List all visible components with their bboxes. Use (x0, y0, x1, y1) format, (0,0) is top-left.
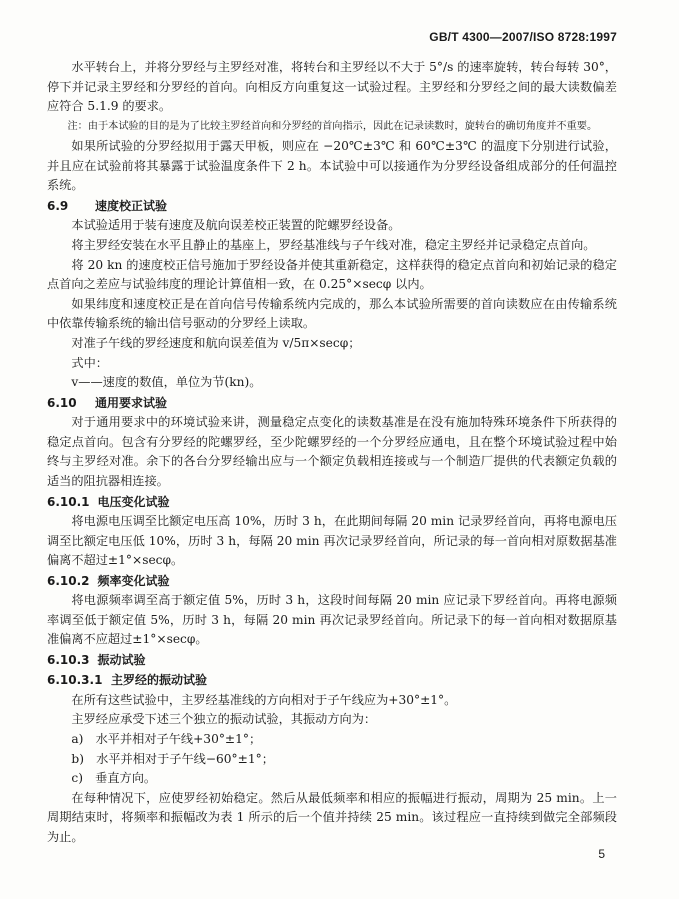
page-number: 5 (598, 847, 605, 861)
paragraph: 水平转台上，并将分罗经与主罗经对准，将转台和主罗经以不大于 5°/s 的速率旋转，转台每转 30°，停下并记录主罗经和分罗经的首向。向相反方向重复这一试验过程。主罗经和分罗经之间的最大读数偏差应符合 5.1.9 的要求。 (47, 60, 617, 114)
paragraph: 如果纬度和速度校正是在首向信号传输系统内完成的，那么本试验所需要的首向读数应在由传输系统中依靠传输系统的输出信号驱动的分罗经上读取。 (47, 296, 617, 331)
section-number: 6.10.1 (47, 494, 90, 509)
paragraph: 对准子午线的罗经速度和航向误差值为 v/5π×secφ； (71, 336, 361, 351)
note-text: 注：由于本试验的目的是为了比较主罗经首向和分罗经的首向指示，因此在记录读数时，旋转台的确切角度并不重要。 (67, 120, 598, 132)
section-title: 主罗经的振动试验 (111, 673, 208, 688)
list-item: b) 水平并相对于子午线−60°±1°； (71, 751, 274, 766)
section-number: 6.10 (47, 395, 77, 410)
paragraph: 如果所试验的分罗经拟用于露天甲板，则应在 −20℃±3℃ 和 60℃±3℃ 的温度下分别进行试验，并且应在试验前将其暴露于试验温度条件下 2 h。本试验中可以接通作为分罗经设备组成部分的任何温控系统。 (47, 139, 617, 193)
paragraph: 将主罗经安装在水平且静止的基座上，罗经基准线与子午线对准，稳定主罗经并记录稳定点首向。 (71, 238, 596, 253)
section-title: 振动试验 (97, 652, 146, 667)
section-number: 6.10.2 (47, 573, 90, 588)
section-title: 通用要求试验 (95, 395, 168, 410)
paragraph: 本试验适用于装有速度及航向误差校正装置的陀螺罗经设备。 (71, 218, 401, 233)
section-number: 6.10.3.1 (47, 673, 103, 688)
section-heading-6-10-2 (47, 571, 617, 591)
section-number: 6.10.3 (47, 652, 90, 667)
note (47, 119, 617, 135)
section-heading-6-10-3-1 (47, 670, 617, 690)
paragraph: 对于通用要求中的环境试验来讲，测量稳定点变化的读数基准是在没有施加特殊环境条件下所获得的稳定点首向。包含有分罗经的陀螺罗经，至少陀螺罗经的一个分罗经应通电，且在整个环境试验过程中始终与主罗经对准。余下的各台分罗经输出应与一个额定负载相连接或与一个制造厂提供的代表额定负载的适当的阻抗器相连接。 (47, 415, 617, 488)
paragraph: 将电源电压调至比额定电压高 10%，历时 3 h，在此期间每隔 20 min 记录罗经首向，再将电源电压调至比额定电压低 10%，历时 3 h，每隔 20 min 再次记录罗经首向，所记录的每一首向相对原数据基准偏离不超过±1°×secφ。 (47, 514, 617, 568)
paragraph: 在每种情况下，应使罗经初始稳定。然后从最低频率和相应的振幅进行振动，周期为 25 min。上一周期结束时，将频率和振幅改为表 1 所示的后一个值并持续 25 min。该过程应一直持续到做完全部频段为止。 (47, 790, 617, 844)
document-body (47, 58, 617, 848)
paragraph: 在所有这些试验中，主罗经基准线的方向相对于子午线应为+30°±1°。 (71, 692, 457, 707)
standard-code-header: GB/T 4300—2007/ISO 8728:1997 (429, 30, 617, 44)
section-heading-6-10-3 (47, 650, 617, 670)
section-title: 速度校正试验 (95, 199, 168, 214)
section-title: 电压变化试验 (97, 494, 170, 509)
section-heading-6-10-1 (47, 492, 617, 512)
list-item: c) 垂直方向。 (71, 771, 157, 786)
section-heading-6-9 (47, 196, 617, 216)
paragraph: 主罗经应承受下述三个独立的振动试验，其振动方向为： (71, 712, 377, 727)
section-heading-6-10 (47, 393, 617, 413)
section-number: 6.9 (47, 199, 69, 214)
paragraph: 将电源频率调至高于额定值 5%，历时 3 h，这段时间每隔 20 min 应记录下罗经首向。再将电源频率调至低于额定值 5%，历时 3 h，每隔 20 min 再次记录罗经首向。所记录下的每一首向相对数据原基准偏离不应超过±1°×secφ。 (47, 593, 617, 647)
where-label: 式中： (71, 355, 108, 370)
list-item: a) 水平并相对子午线+30°±1°； (71, 731, 262, 746)
section-title: 频率变化试验 (97, 573, 170, 588)
variable-definition: v——速度的数值，单位为节(kn)。 (71, 375, 262, 390)
paragraph: 将 20 kn 的速度校正信号施加于罗经设备并使其重新稳定，这样获得的稳定点首向和初始记录的稳定点首向之差应与试验纬度的理论计算值相一致，在 0.25°×secφ 以内。 (47, 257, 617, 292)
